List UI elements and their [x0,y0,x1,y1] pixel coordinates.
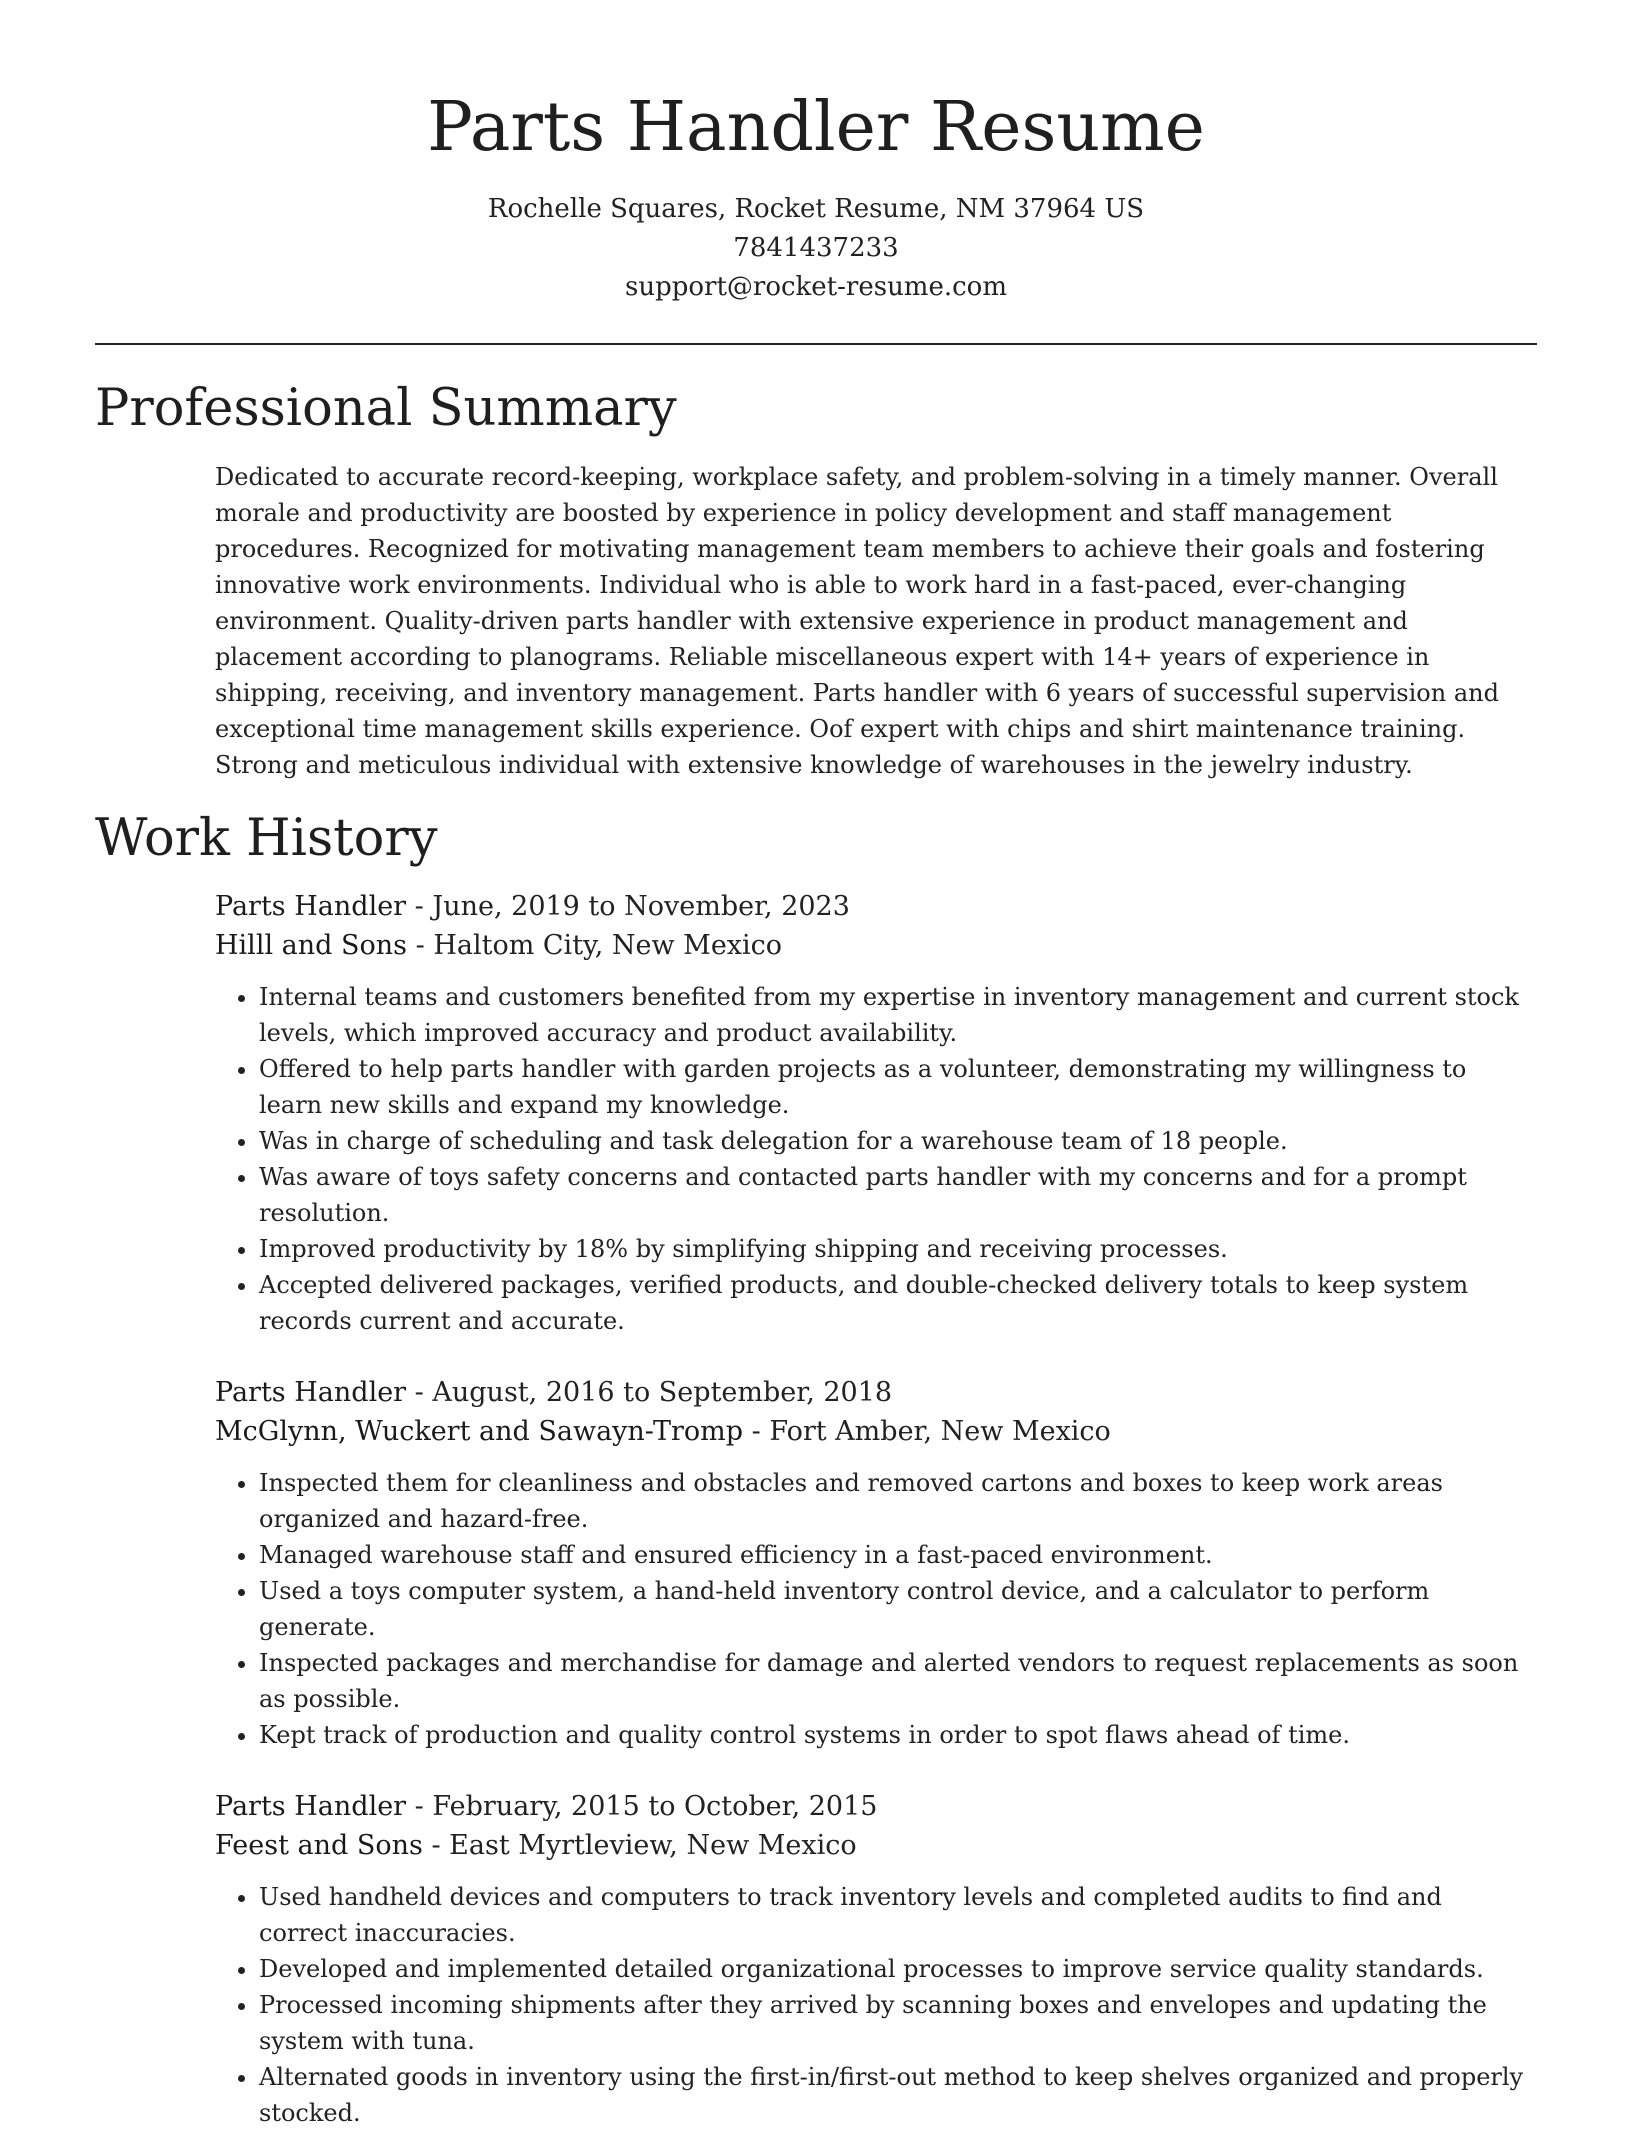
job-bullet: • Accepted delivered packages, verified products, and double-checked delivery totals to keep system records current and accurate. [259,1267,1537,1339]
job-separator: - [422,1830,450,1861]
job-company: Hilll and Sons [215,930,408,961]
job-separator: - [743,1416,770,1447]
header-divider [95,343,1537,345]
work-history-heading: Work History [95,809,438,868]
job-title: Parts Handler [215,891,407,922]
job-bullet: • Offered to help parts handler with garden projects as a volunteer, demonstrating my willingness to learn new skills and expand my knowledge. [259,1051,1537,1123]
job-separator: - [407,930,434,961]
job-bullet: • Processed incoming shipments after they arrived by scanning boxes and envelopes and updating the system with tuna. [259,1987,1537,2059]
job-title-line [215,1373,1537,1412]
job-dates: August, 2016 to September, 2018 [432,1377,893,1408]
job-entry [215,887,1537,1339]
job-title-line [215,887,1537,926]
resume-title: Parts Handler Resume [427,88,1205,167]
job-bullet: • Kept track of production and quality control systems in order to spot flaws ahead of time. [259,1717,1537,1753]
job-entry [215,1787,1537,2131]
job-title: Parts Handler [215,1791,407,1822]
job-title: Parts Handler [215,1377,407,1408]
job-separator: - [406,1377,433,1408]
job-company: Feest and Sons [215,1830,423,1861]
contact-email: support@rocket-resume.com [624,272,1007,302]
job-bullet: • Internal teams and customers benefited from my expertise in inventory management and current stock levels, which improved accuracy and product availability. [259,979,1537,1051]
job-dates: June, 2019 to November, 2023 [432,891,850,922]
job-bullet: • Improved productivity by 18% by simplifying shipping and receiving processes. [259,1231,1537,1267]
summary-text: Dedicated to accurate record-keeping, workplace safety, and problem-solving in a timely manner. Overall morale and productivity are boosted by experience in policy development and staff management procedures. Recognized for motivating management team members to achieve their goals and fostering innovative work environments. Individual who is able to work hard in a fast-paced, ever-changing environment. Quality-driven parts handler with extensive experience in product management and placement according to planograms. Reliable miscellaneous expert with 14+ years of experience in shipping, receiving, and inventory management. Parts handler with 6 years of successful supervision and exceptional time management skills experience. Oof expert with chips and shirt maintenance training. Strong and meticulous individual with extensive knowledge of warehouses in the jewelry industry. [215,463,1499,779]
job-bullet: • Developed and implemented detailed organizational processes to improve service quality standards. [259,1951,1537,1987]
job-company-line [215,1826,1537,1865]
job-bullet: • Was aware of toys safety concerns and contacted parts handler with my concerns and for a prompt resolution. [259,1159,1537,1231]
job-company: McGlynn, Wuckert and Sawayn-Tromp [215,1416,744,1447]
job-location: Haltom City, New Mexico [433,930,783,961]
job-dates: February, 2015 to October, 2015 [432,1791,878,1822]
job-location: East Myrtleview, New Mexico [449,1830,857,1861]
contact-phone: 7841437233 [733,233,899,263]
job-bullet: • Was in charge of scheduling and task delegation for a warehouse team of 18 people. [259,1123,1537,1159]
job-location: Fort Amber, New Mexico [769,1416,1111,1447]
summary-heading: Professional Summary [95,379,677,438]
contact-address: Rochelle Squares, Rocket Resume, NM 37964 US [487,194,1145,224]
job-bullet: • Used a toys computer system, a hand-held inventory control device, and a calculator to perform generate. [259,1573,1537,1645]
job-separator: - [406,891,433,922]
job-bullet: • Inspected them for cleanliness and obstacles and removed cartons and boxes to keep work areas organized and hazard-free. [259,1465,1537,1537]
job-bullet: • Used handheld devices and computers to track inventory levels and completed audits to find and correct inaccuracies. [259,1879,1537,1951]
job-separator: - [406,1791,433,1822]
job-company-line [215,1412,1537,1451]
job-company-line [215,926,1537,965]
job-bullets [215,979,1537,1339]
job-bullet: • Inspected packages and merchandise for damage and alerted vendors to request replacements as soon as possible. [259,1645,1537,1717]
job-title-line [215,1787,1537,1826]
job-bullets [215,1879,1537,2131]
job-bullet: • Alternated goods in inventory using the first-in/first-out method to keep shelves organized and properly stocked. [259,2059,1537,2131]
contact-block [95,190,1537,307]
job-bullet: • Managed warehouse staff and ensured efficiency in a fast-paced environment. [259,1537,1537,1573]
job-entry [215,1373,1537,1753]
job-bullets [215,1465,1537,1753]
